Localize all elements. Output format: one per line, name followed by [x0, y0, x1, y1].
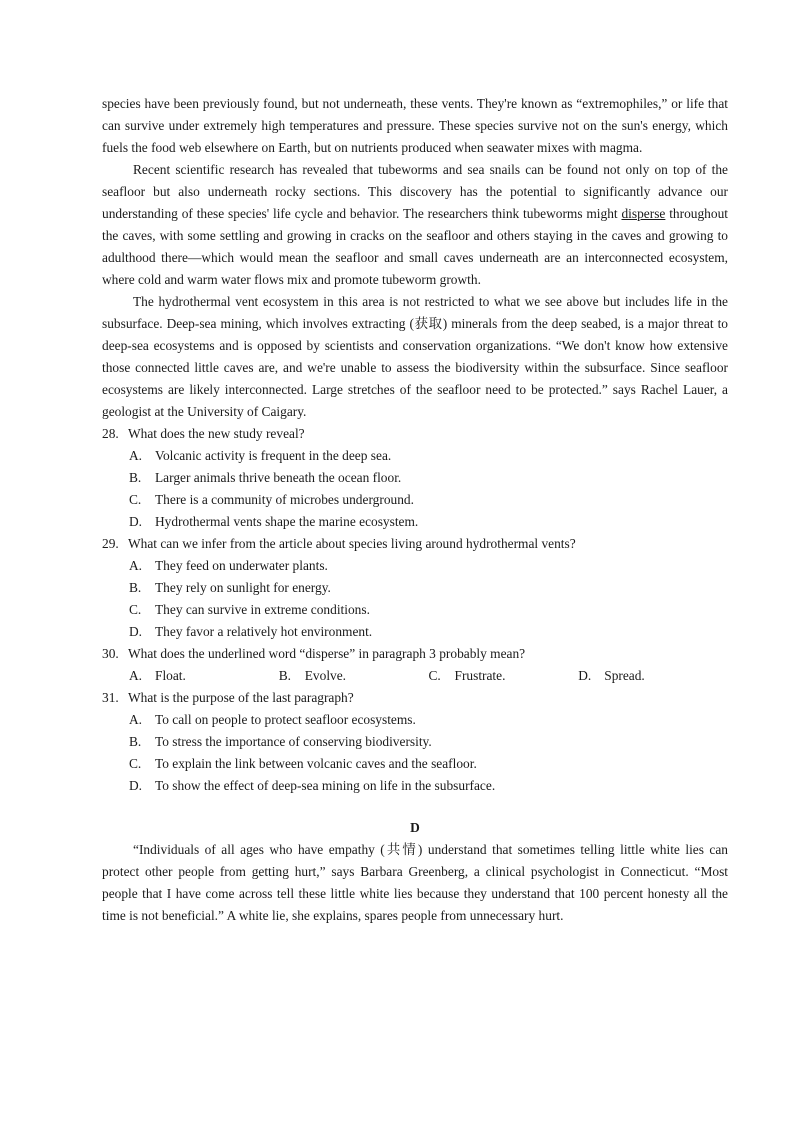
question-30 — [102, 643, 728, 687]
option-d: D. Hydrothermal vents shape the marine ecosystem. — [129, 514, 419, 529]
question-text: What can we infer from the article about species living around hydrothermal vents? — [128, 536, 576, 551]
paragraph-d-1: “Individuals of all ages who have empathy (共情) understand that sometimes telling little white lies can protect other people from getting hurt,” says Barbara Greenberg, a clinical psychologist in Connecticut. “Most people that I have come across tell these little white lies because they understand that 100 percent honesty all the time is not beneficial.” A white lie, she explains, spares people from unnecessary hurt. — [102, 842, 728, 923]
question-text: What does the new study reveal? — [128, 426, 305, 441]
paragraph-2 — [102, 159, 728, 291]
question-number: 31. — [102, 690, 119, 705]
option-d: D. To show the effect of deep-sea mining on life in the subsurface. — [129, 778, 496, 793]
option-b: B. Evolve. — [278, 668, 347, 683]
option-c: C. Frustrate. — [428, 668, 506, 683]
option-c: C. They can survive in extreme conditions. — [129, 602, 370, 617]
paragraph-2-after: throughout the caves, with some settling and growing in cracks on the seafloor and others staying in the caves and growing to adulthood there—which would mean the seafloor and small caves underneath are an interconnected ecosystem, where cold and warm water flows mix and promote tubeworm growth. — [102, 206, 728, 287]
passage-c — [102, 93, 728, 423]
option-b: B. To stress the importance of conserving biodiversity. — [129, 734, 432, 749]
option-c: C. To explain the link between volcanic caves and the seafloor. — [129, 756, 477, 771]
option-b: B. Larger animals thrive beneath the ocean floor. — [129, 470, 402, 485]
option-d: D. They favor a relatively hot environment. — [129, 624, 373, 639]
option-a: A. They feed on underwater plants. — [129, 558, 328, 573]
section-title: D — [410, 820, 420, 835]
passage-d — [102, 817, 728, 927]
paragraph-1: species have been previously found, but not underneath, these vents. They're known as “extremophiles,” or life that can survive under extremely high temperatures and pressure. These species survive not on the sun's energy, which fuels the food web elsewhere on Earth, but on nutrients produced when seawater mixes with magma. — [102, 96, 728, 155]
option-a: A. To call on people to protect seafloor ecosystems. — [129, 712, 416, 727]
underlined-word: disperse — [621, 206, 666, 221]
questions — [102, 423, 728, 797]
paragraph-2-before: Recent scientific research has revealed that tubeworms and sea snails can be found not only on top of the seafloor but also underneath rocky sections. This discovery has the potential to significantly advance our understanding of these species' life cycle and behavior. The researchers think tubeworms might — [102, 162, 728, 221]
option-c: C. There is a community of microbes underground. — [129, 492, 414, 507]
option-a: A. Float. — [129, 668, 186, 683]
question-number: 28. — [102, 426, 119, 441]
question-28 — [102, 423, 728, 533]
paragraph-3: The hydrothermal vent ecosystem in this area is not restricted to what we see above but includes life in the subsurface. Deep-sea mining, which involves extracting (获取) minerals from the deep seabed, is a major threat to deep-sea ecosystems and is opposed by scientists and conservation organizations. “We don't know how extensive those connected little caves are, and we're unable to assess the biodiversity within the subsurface. Since seafloor ecosystems are likely interconnected. Large stretches of the seafloor need to be protected.” says Rachel Lauer, a geologist at the University of Caigary. — [102, 294, 728, 419]
option-d: D. Spread. — [578, 668, 645, 683]
option-a: A. Volcanic activity is frequent in the deep sea. — [129, 448, 392, 463]
question-31 — [102, 687, 728, 797]
option-b: B. They rely on sunlight for energy. — [129, 580, 331, 595]
question-text: What does the underlined word “disperse” in paragraph 3 probably mean? — [128, 646, 526, 661]
question-29 — [102, 533, 728, 643]
question-number: 29. — [102, 536, 119, 551]
question-text: What is the purpose of the last paragraph? — [128, 690, 354, 705]
question-number: 30. — [102, 646, 119, 661]
